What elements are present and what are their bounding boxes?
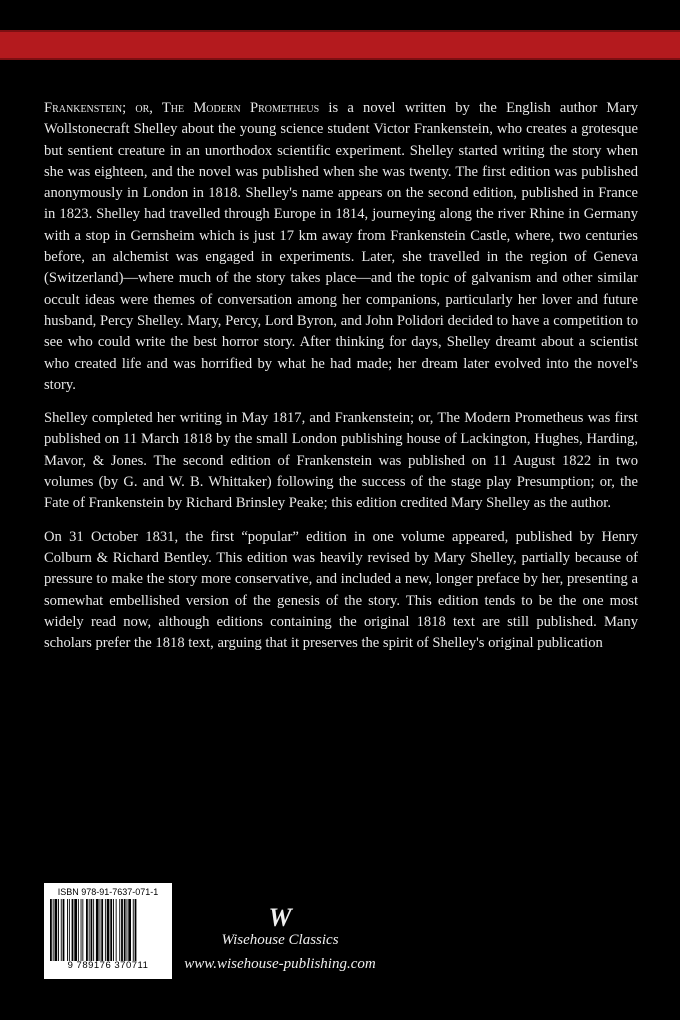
publisher-url[interactable]: www.wisehouse-publishing.com xyxy=(184,956,376,972)
back-cover-text xyxy=(44,98,638,666)
paragraph-3: On 31 October 1831, the first “popular” edition in one volume appeared, published by Henry Colburn & Richard Bentley. This edition was heavily revised by Mary Shelley, partially because of pressure to make the story more conservative, and included a new, longer preface by her, presenting a somewhat embellished version of the genesis of the story. This edition tends to be the one most widely read now, although editions containing the original 1818 text are still published. Many scholars prefer the 1818 text, arguing that it preserves the spirit of Shelley's original publication xyxy=(44,528,638,652)
barcode-bars xyxy=(49,899,167,961)
isbn-label: ISBN 978-91-7637-071-1 xyxy=(57,887,159,897)
book-title-smallcaps: Frankenstein; or, The Modern Prometheus xyxy=(44,100,320,116)
paragraph-2: Shelley completed her writing in May 1817, and Frankenstein; or, The Modern Prometheus was first published on 11 March 1818 by the small London publishing house of Lackington, Hughes, Harding, Mavor, & Jones. The second edition of Frankenstein was published on 11 August 1822 in two volumes (by G. and W. B. Whittaker) following the success of the stage play Presumption; or, the Fate of Frankenstein by Richard Brinsley Peake; this edition credited Mary Shelley as the author. xyxy=(44,410,638,512)
publisher-logo xyxy=(200,904,360,935)
logo-letter: W xyxy=(268,904,292,930)
red-stripe xyxy=(0,30,680,60)
publisher-name: Wisehouse Classics xyxy=(221,932,339,948)
paragraph-1-body: is a novel written by the English author Mary Wollstonecraft Shelley about the young science student Victor Frankenstein, who creates a grotesque but sentient creature in an unorthodox scientific experiment. Shelley started writing the story when she was eighteen, and the novel was published when she was twenty. The first edition was published anonymously in London in 1818. Shelley's name appears on the second edition, published in France in 1823. Shelley had travelled through Europe in 1814, journeying along the river Rhine in Germany with a stop in Gernsheim which is just 17 km away from Frankenstein Castle, where, two centuries before, an alchemist was engaged in experiments. Later, she travelled in the region of Geneva (Switzerland)—where much of the story takes place—and the topic of galvanism and other similar occult ideas were themes of conversation among her companions, particularly her lover and future husband, Percy Shelley. Mary, Percy, Lord Byron, and John Polidori decided to have a competition to see who could write the best horror story. After thinking for days, Shelley dreamt about a scientist who created life and was horrified by what he had made; her dream later evolved into the novel's story. xyxy=(44,100,639,393)
ean-digits: 9 789176 370711 xyxy=(67,960,149,971)
paragraph-1 xyxy=(44,98,638,396)
wisehouse-w-logo-icon xyxy=(265,904,295,930)
